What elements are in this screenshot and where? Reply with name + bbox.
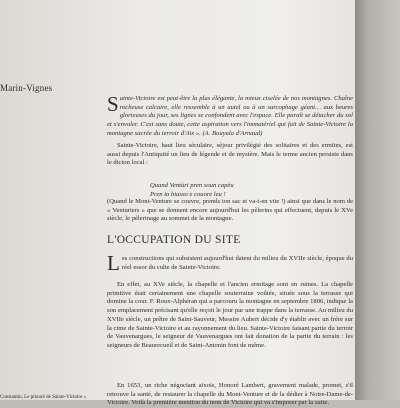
verse-line-1: Quand Ventùri pren soun capèu bbox=[150, 182, 234, 189]
page-edge bbox=[355, 0, 400, 400]
image-caption: Constantin, Le prieuré de Sainte-Victoire » bbox=[0, 395, 87, 400]
paragraph-2: (Quand le Mont-Venture se couvre, prends ton sac et va-t-en vite !) ainsi que dans le nom de « Venturiers » que se donnent encore aujourd'hui les pèlerins qui effectuent, depuis le XVe siècle, le pèlerinage au sommet de la montagne. bbox=[107, 198, 353, 223]
verse-line-2: Pren ta biasso e couore leu ! bbox=[150, 190, 226, 198]
paragraph-3 bbox=[107, 251, 353, 275]
section-heading: L'OCCUPATION DU SITE bbox=[107, 234, 241, 246]
intro-drop-cap: S bbox=[107, 92, 119, 116]
paragraph-4-text: En effet, au XVe siècle, la chapelle et l'ancien ermitage sont en ruines. La chapelle primitive était certainement une chapelle souterraine voûtée, située sous la terrasse qui domine la cour. F. Roux-Alphéran qui a parcouru la montagne en septembre 1806, indique la son emplacement précisant qu'elle reçoit le jour par une trappe dans la terrasse. Au milieu du XVIIe siècle, un prêtre de Saint-Sauveur, Messire Aubert décide d'y établir avec un frère sur la cime de Sainte-Victoire et au rayonnement du lieu. Sainte-Victoire faisant partie du terroir de Vauvenargues, le seigneur de Vauvenargues ont fait donation de la partie du terrain : les seigneurs de Beaurecueil et de Saint-Antonin font de même. bbox=[107, 281, 353, 349]
paragraph-1 bbox=[107, 142, 353, 168]
paragraph-4 bbox=[107, 281, 353, 351]
side-caption: Marin-Vignes bbox=[0, 83, 53, 93]
paragraph-3-drop-cap: L bbox=[107, 251, 120, 275]
paragraph-5 bbox=[107, 382, 353, 408]
intro-text: ainte-Victoire est peut-être la plus élégante, la mieux ciselée de nos montagnes. Chaîne rocheuse calcaire, elle ressemble à un autel ou à un sarcophage géant… aux heures glorieuses du jour, ses lignes se confondent avec l'espace. Elle paraît se détacher du sol et s'envoler. C'est sans doute, cette aspiration vers l'immatériel qui fait de Sainte-Victoire la montagne sacrée du terroir d'Aix ». (A. Bouyala d'Arnaud) bbox=[107, 95, 353, 137]
verse bbox=[150, 182, 330, 199]
paragraph-5-text: En 1653, un riche négociant aixois, Honoré Lambert, gravement malade, promet, s'il retrouve la santé, de restaurer la chapelle du Mont-Venture et de la dédier à Notre-Dame-de-Victoire. Voilà la première mention du nom de Victoire qui va s'imposer par la suite. bbox=[107, 382, 353, 407]
intro-quote bbox=[107, 92, 353, 139]
paragraph-1-text: Sainte-Victoire, haut lieu séculaire, séjour privilégié des solitaires et des ermites, est aussi depuis l'Antiquité un lieu de légende et de mystère. Mais le terme ancien persiste dans le dicton local : bbox=[107, 142, 353, 167]
paragraph-3-text: es constructions qui subsistent aujourd'hui datent du milieu du XVIIe siècle, époque du réel essor du culte de Sainte-Victoire. bbox=[121, 255, 353, 271]
